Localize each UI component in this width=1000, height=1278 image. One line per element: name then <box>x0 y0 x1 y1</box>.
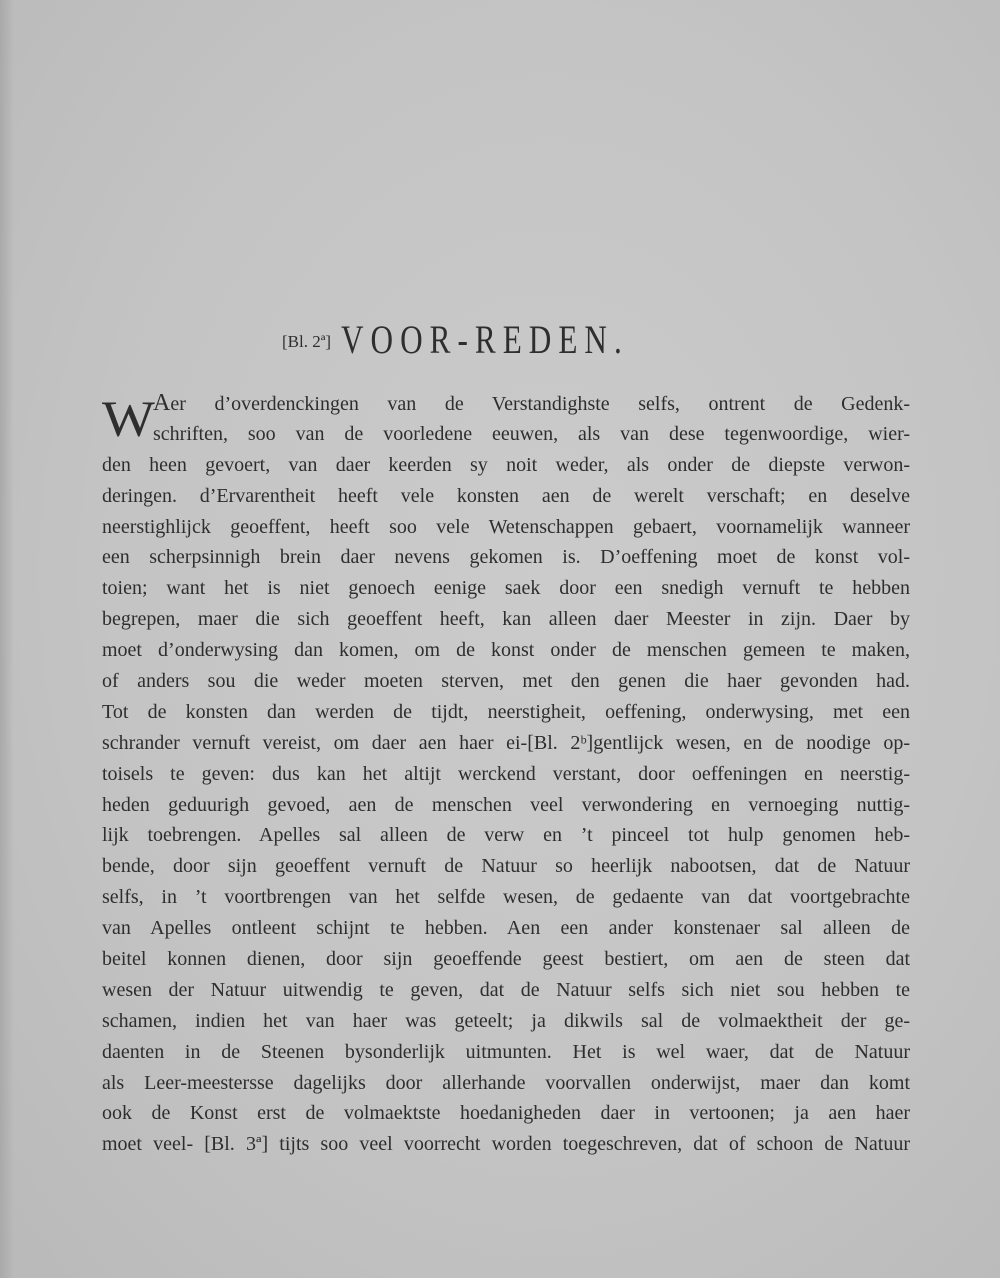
page-edge-shadow <box>0 0 14 1278</box>
folio-reference: [Bl. 2ª] <box>282 332 332 351</box>
text-line: beitel konnen dienen, door sijn geoeffende geest bestiert, om aen de steen dat <box>102 948 910 971</box>
text-line: toien; want het is niet genoech eenige saek door een snedigh vernuft te hebben <box>102 577 910 600</box>
text-line: of anders sou die weder moeten sterven, met den genen die haer gevonden had. <box>102 670 910 693</box>
text-line: moet d’onderwysing dan komen, om de konst onder de menschen gemeen te maken, <box>102 639 910 662</box>
text-line: daenten in de Steenen bysonderlijk uitmunten. Het is wel waer, dat de Natuur <box>102 1040 910 1063</box>
text-line: den heen gevoert, van daer keerden sy noit weder, als onder de diepste verwon- <box>102 453 910 476</box>
text-line: schriften, soo van de voorledene eeuwen, als van dese tegenwoordige, wier- <box>153 422 910 445</box>
text-line: ook de Konst erst de volmaektste hoedanigheden daer in vertoonen; ja aen haer <box>102 1102 910 1125</box>
first-line-capital: A <box>153 390 171 416</box>
text-line: Tot de konsten dan werden de tijdt, neerstigheit, oeffening, onderwysing, met een <box>102 700 910 723</box>
chapter-title: VOOR-REDEN. <box>341 317 629 362</box>
drop-cap-initial: W <box>102 392 155 448</box>
text-line: heden geduurigh gevoed, aen de menschen veel verwondering en vernoeging nuttig- <box>102 793 910 816</box>
text-line: een scherpsinnigh brein daer nevens gekomen is. D’oeffening moet de konst vol- <box>102 546 910 569</box>
text-line: wesen der Natuur uitwendig te geven, dat de Natuur selfs sich niet sou hebben te <box>102 978 910 1001</box>
first-line-rest: er d’overdenckingen van de Verstandighste selfs, ontrent de Gedenk- <box>170 393 910 415</box>
text-line: toisels te geven: dus kan het altijt werckend verstant, door oeffeningen en neerstig- <box>102 762 910 785</box>
text-line: bende, door sijn geoeffent vernuft de Natuur so heerlijk nabootsen, dat de Natuur <box>102 855 910 878</box>
text-line: neerstighlijck geoeffent, heeft soo vele Wetenschappen gebaert, voornamelijk wanneer <box>102 515 910 538</box>
text-line: deringen. d’Ervarentheit heeft vele konsten aen de werelt verschaft; en deselve <box>102 484 910 507</box>
text-line-last: moet veel- [Bl. 3ª] tijts soo veel voorrecht worden toegeschreven, dat of schoon de Natuur <box>102 1133 910 1156</box>
text-line: schrander vernuft vereist, om daer aen haer ei-[Bl. 2ᵇ]gentlijck wesen, en de noodige op- <box>102 731 910 754</box>
first-line-text <box>102 388 910 420</box>
body-text <box>102 388 910 1160</box>
text-line: schamen, indien het van haer was geteelt; ja dikwils sal de volmaektheit der ge- <box>102 1009 910 1032</box>
chapter-heading <box>282 316 782 372</box>
text-line: lijk toebrengen. Apelles sal alleen de verw en ’t pinceel tot hulp genomen heb- <box>102 824 910 847</box>
text-line: selfs, in ’t voortbrengen van het selfde wesen, de gedaente van dat voortgebrachte <box>102 886 910 909</box>
text-line: als Leer-meestersse dagelijks door allerhande voorvallen onderwijst, maer dan komt <box>102 1071 910 1094</box>
text-line: van Apelles ontleent schijnt te hebben. Aen een ander konstenaer sal alleen de <box>102 917 910 940</box>
text-line: begrepen, maer die sich geoeffent heeft, kan alleen daer Meester in zijn. Daer by <box>102 608 910 631</box>
